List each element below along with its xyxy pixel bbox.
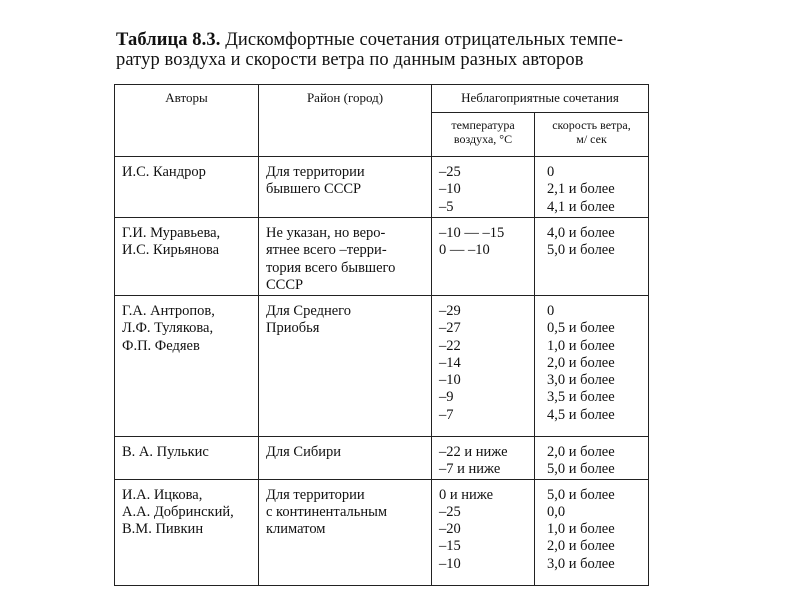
temperature-line: –5 [439, 198, 454, 215]
temperature-line: –7 и ниже [439, 461, 501, 478]
temperature-line: 0 и ниже [439, 486, 494, 503]
temperature-line: 0 — –10 [439, 242, 490, 259]
wind-speed-line: 4,5 и более [547, 406, 615, 423]
table-row [115, 218, 649, 296]
region-line: Не указан, но веро- [266, 225, 386, 241]
wind-speed-line: 5,0 и более [547, 461, 615, 478]
wind-speed-line: 2,0 и более [547, 354, 615, 371]
wind-speed-cell [535, 157, 649, 218]
region-cell [259, 479, 432, 585]
temperature-line: –27 [439, 320, 461, 337]
wind-speed-line: 3,0 и более [547, 555, 615, 572]
region-line: ятнее всего –терри- [266, 242, 387, 259]
header-temperature [432, 113, 535, 157]
temperature-line: –14 [439, 354, 461, 371]
header-unfavorable-combinations: Неблагоприятные сочетания [432, 85, 649, 113]
wind-speed-cell [535, 479, 649, 585]
authors-line: И.А. Ицкова, [122, 486, 203, 503]
authors-cell [115, 157, 259, 218]
header-authors: Авторы [115, 85, 259, 157]
temperature-line: –15 [439, 538, 461, 555]
temperature-cell [432, 218, 535, 296]
temperature-cell [432, 157, 535, 218]
authors-cell [115, 479, 259, 585]
region-line: с континентальным [266, 503, 388, 520]
region-line: тория всего бывшего [266, 259, 396, 276]
temperature-line: –25 [439, 503, 461, 520]
temperature-line: –7 [439, 406, 454, 423]
region-cell [259, 157, 432, 218]
header-wind-speed [535, 113, 649, 157]
authors-line: Г.И. Муравьева, [122, 225, 221, 241]
authors-line: Л.Ф. Тулякова, [122, 320, 214, 337]
temperature-line: –10 [439, 372, 461, 389]
temperature-line: –10 [439, 555, 461, 572]
authors-cell [115, 218, 259, 296]
region-cell [259, 296, 432, 437]
temperature-cell [432, 437, 535, 480]
authors-line: В. А. Пулькис [122, 444, 209, 460]
wind-speed-line: 4,0 и более [547, 225, 615, 241]
region-line: климатом [266, 521, 326, 538]
wind-speed-line: 2,0 и более [547, 444, 615, 460]
wind-speed-line: 0 [547, 164, 555, 180]
wind-speed-line: 0,0 [547, 503, 566, 520]
wind-speed-cell [535, 296, 649, 437]
wind-speed-cell [535, 218, 649, 296]
header-region: Район (город) [259, 85, 432, 157]
region-cell [259, 437, 432, 480]
region-line: СССР [266, 276, 304, 293]
temperature-line: –22 и ниже [439, 444, 508, 460]
authors-line: И.С. Кирьянова [122, 242, 220, 259]
table-body [115, 157, 649, 586]
wind-speed-line: 3,5 и более [547, 389, 615, 406]
temperature-line: –25 [439, 164, 461, 180]
table-row [115, 157, 649, 218]
table-row [115, 296, 649, 437]
temperature-cell [432, 296, 535, 437]
discomfort-table [114, 84, 649, 586]
wind-speed-line: 0,5 и более [547, 320, 615, 337]
region-line: Для территории [266, 164, 365, 180]
region-line: Для Сибири [266, 444, 341, 460]
wind-speed-line: 1,0 и более [547, 521, 615, 538]
authors-line: И.С. Кандрор [122, 164, 206, 180]
temperature-line: –10 [439, 181, 461, 198]
wind-speed-line: 4,1 и более [547, 198, 615, 215]
temperature-cell [432, 479, 535, 585]
table-caption [116, 30, 676, 70]
wind-speed-line: 5,0 и более [547, 486, 615, 503]
region-line: Для Среднего [266, 303, 351, 319]
header-wind-line2: м/ сек [576, 132, 607, 146]
header-temperature-line1: температура [451, 118, 515, 132]
region-line: Приобья [266, 320, 320, 337]
table-row [115, 479, 649, 585]
authors-line: В.М. Пивкин [122, 521, 204, 538]
authors-cell [115, 437, 259, 480]
temperature-line: –20 [439, 521, 461, 538]
header-temperature-line2: воздуха, °С [453, 132, 513, 146]
header-wind-line1: скорость ветра, [552, 118, 631, 132]
table-row [115, 437, 649, 480]
authors-line: А.А. Добринский, [122, 503, 234, 520]
caption-line1: Дискомфортные сочетания отрицательных темпе- [225, 30, 623, 50]
caption-line2: ратур воздуха и скорости ветра по данным разных авторов [116, 50, 584, 70]
authors-cell [115, 296, 259, 437]
region-line: бывшего СССР [266, 181, 362, 198]
temperature-line: –9 [439, 389, 454, 406]
wind-speed-line: 2,1 и более [547, 181, 615, 198]
region-line: Для территории [266, 486, 365, 503]
temperature-line: –29 [439, 303, 461, 319]
wind-speed-line: 5,0 и более [547, 242, 615, 259]
wind-speed-line: 1,0 и более [547, 337, 615, 354]
temperature-line: –22 [439, 337, 461, 354]
wind-speed-line: 0 [547, 303, 555, 319]
region-cell [259, 218, 432, 296]
caption-number: Таблица 8.3. [116, 30, 221, 50]
authors-line: Ф.П. Федяев [122, 337, 200, 354]
wind-speed-line: 3,0 и более [547, 372, 615, 389]
temperature-line: –10 — –15 [439, 225, 505, 241]
wind-speed-line: 2,0 и более [547, 538, 615, 555]
wind-speed-cell [535, 437, 649, 480]
authors-line: Г.А. Антропов, [122, 303, 215, 319]
